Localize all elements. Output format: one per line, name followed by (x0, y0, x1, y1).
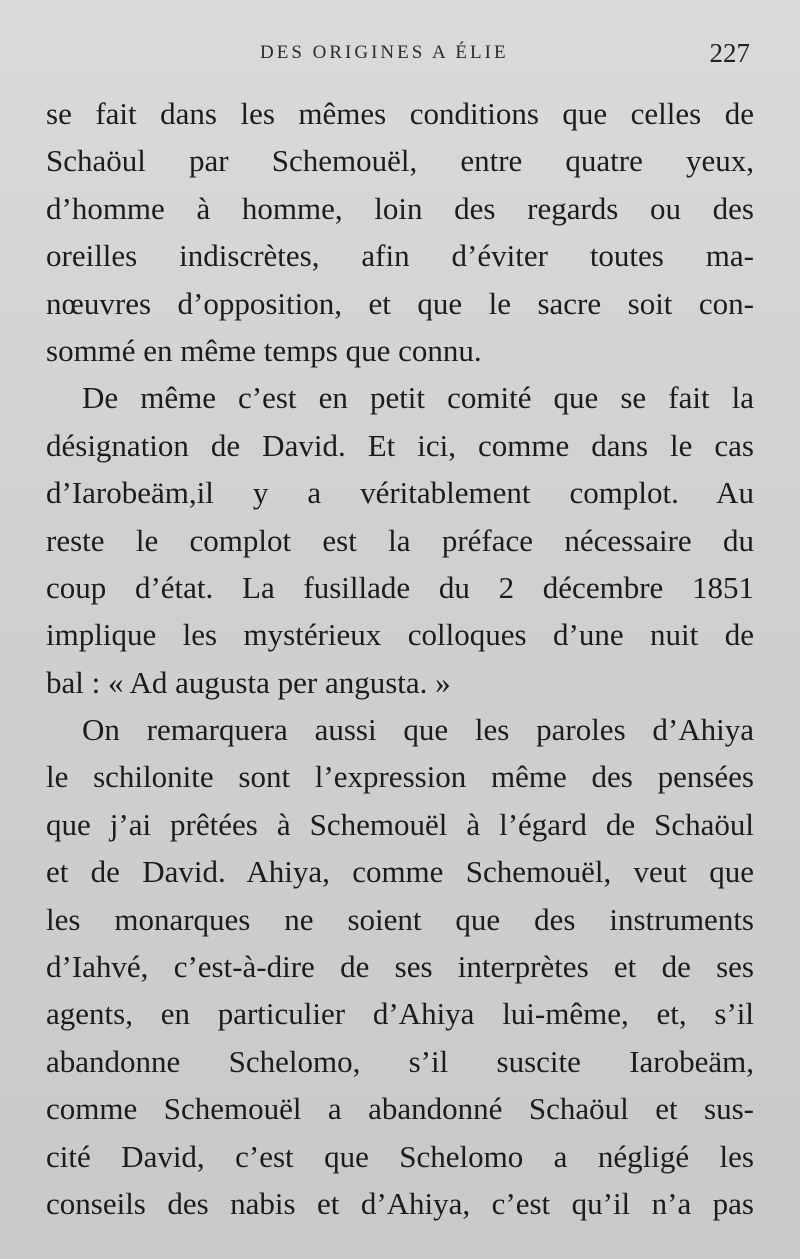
paragraph-1 (46, 90, 754, 374)
text-line: abandonne Schelomo, s’il suscite Iarobeäm, (46, 1043, 754, 1079)
text-line: les monarques ne soient que des instruments (46, 901, 754, 937)
text-line: cité David, c’est que Schelomo a négligé les (46, 1138, 754, 1174)
text-line: reste le complot est la préface nécessaire du (46, 522, 754, 558)
text-line: implique les mystérieux colloques d’une nuit de (46, 617, 754, 653)
text-line: se fait dans les mêmes conditions que celles de (46, 96, 754, 131)
page-number: 227 (709, 38, 750, 68)
text-line: désignation de David. Et ici, comme dans le cas (46, 427, 754, 463)
text-line: De même c’est en petit comité que se fait la (82, 380, 754, 416)
body-text (46, 90, 754, 1227)
text-line: le schilonite sont l’expression même des pensées (46, 759, 754, 795)
text-line: nœuvres d’opposition, et que le sacre soit con- (46, 285, 754, 321)
text-line: conseils des nabis et d’Ahiya, c’est qu’il n’a pas (46, 1185, 754, 1221)
text-line: d’Iahvé, c’est-à-dire de ses interprètes et de ses (46, 949, 754, 985)
running-head (0, 38, 800, 78)
text-line: d’homme à homme, loin des regards ou des (46, 190, 754, 226)
text-line: sommé en même temps que connu. (46, 332, 482, 368)
text-line: Schaöul par Schemouël, entre quatre yeux, (46, 143, 754, 179)
text-line: que j’ai prêtées à Schemouël à l’égard de Schaöul (46, 806, 754, 842)
running-title: DES ORIGINES A ÉLIE (260, 42, 509, 63)
text-line: comme Schemouël a abandonné Schaöul et sus- (46, 1091, 754, 1127)
text-line: bal : « Ad augusta per angusta. » (46, 664, 451, 700)
text-line: agents, en particulier d’Ahiya lui-même, et, s’il (46, 996, 754, 1032)
paragraph-2 (46, 374, 754, 706)
text-line: On remarquera aussi que les paroles d’Ahiya (82, 712, 754, 748)
text-line: coup d’état. La fusillade du 2 décembre 1851 (46, 569, 754, 605)
text-line: et de David. Ahiya, comme Schemouël, veut que (46, 854, 754, 890)
text-line: oreilles indiscrètes, afin d’éviter toutes ma- (46, 238, 754, 274)
paragraph-3 (46, 706, 754, 1227)
text-line: d’Iarobeäm,il y a véritablement complot. Au (46, 475, 754, 511)
